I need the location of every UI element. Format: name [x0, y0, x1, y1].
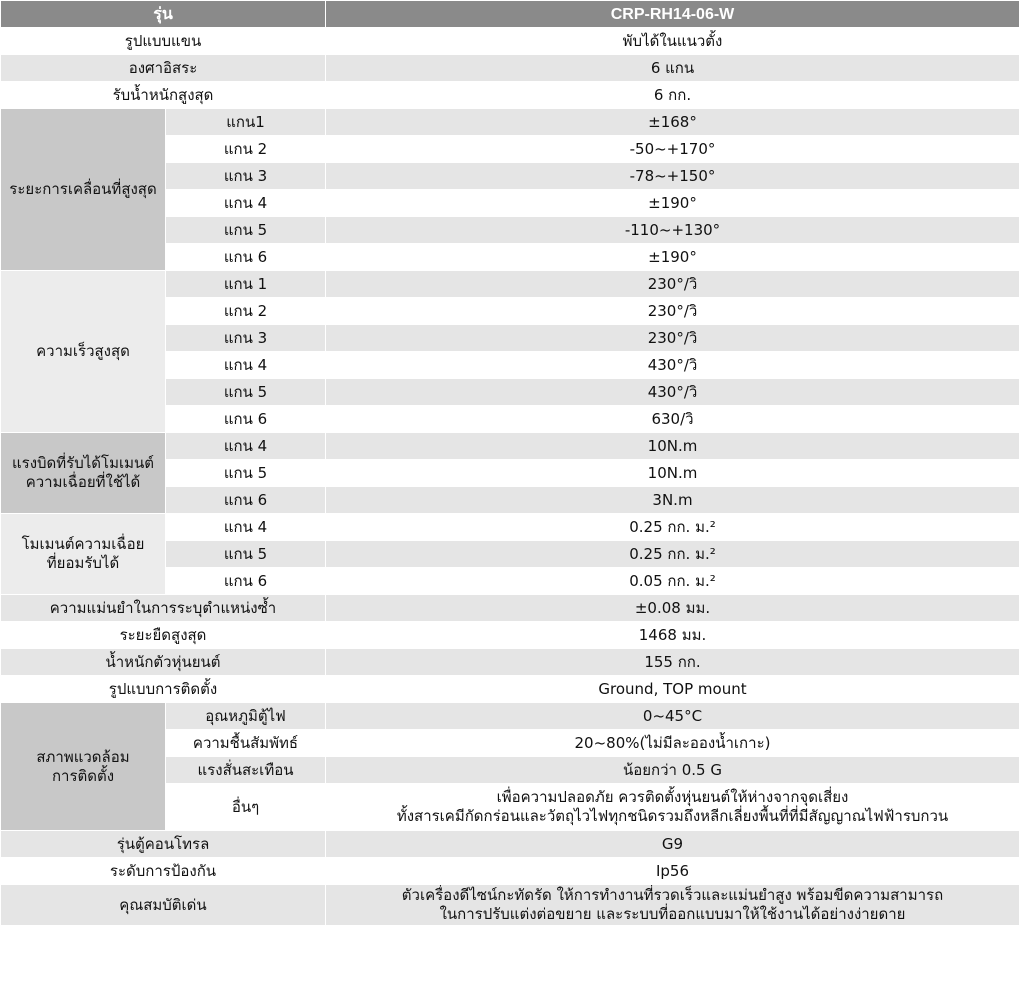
spec-label: ระยะยืดสูงสุด	[1, 622, 326, 649]
axis-label: แกน1	[166, 109, 326, 136]
env-other-line2: ทั้งสารเคมีกัดกร่อนและวัตถุไวไฟทุกชนิดรวมถึงหลีกเลี่ยงพื้นที่ที่มีสัญญาณไฟฟ้ารบกวน	[396, 807, 949, 825]
axis-value: 0.25 กก. ม.²	[326, 514, 1019, 541]
inertia-group-label	[1, 514, 166, 595]
axis-value: 10N.m	[326, 433, 1019, 460]
table-row	[1, 676, 1019, 703]
axis-label: แกน 6	[166, 568, 326, 595]
spec-value: G9	[326, 831, 1019, 858]
inertia-group-line1: โมเมนต์ความเฉื่อย	[21, 535, 145, 553]
env-value: 20~80%(ไม่มีละอองน้ำเกาะ)	[326, 730, 1019, 757]
spec-label: ความแม่นยำในการระบุตำแหน่งซ้ำ	[1, 595, 326, 622]
features-value	[326, 885, 1019, 926]
axis-label: แกน 6	[166, 244, 326, 271]
axis-label: แกน 5	[166, 217, 326, 244]
axis-label: แกน 2	[166, 298, 326, 325]
axis-value: ±168°	[326, 109, 1019, 136]
spec-label: น้ำหนักตัวหุ่นยนต์	[1, 649, 326, 676]
axis-value: 230°/วิ	[326, 325, 1019, 352]
env-label: อื่นๆ	[166, 784, 326, 831]
table-row	[1, 514, 1019, 541]
table-row	[1, 271, 1019, 298]
spec-label: ระดับการป้องกัน	[1, 858, 326, 885]
axis-value: -78~+150°	[326, 163, 1019, 190]
env-other-line1: เพื่อความปลอดภัย ควรติดตั้งหุ่นยนต์ให้ห่างจากจุดเสี่ยง	[496, 788, 849, 806]
spec-label: รุ่นตู้คอนโทรล	[1, 831, 326, 858]
axis-value: -110~+130°	[326, 217, 1019, 244]
axis-value: -50~+170°	[326, 136, 1019, 163]
table-row	[1, 649, 1019, 676]
env-group-line1: สภาพแวดล้อม	[36, 747, 130, 766]
axis-label: แกน 4	[166, 433, 326, 460]
env-group-label	[1, 703, 166, 831]
spec-value: ±0.08 มม.	[326, 595, 1019, 622]
axis-label: แกน 2	[166, 136, 326, 163]
table-row	[1, 55, 1019, 82]
axis-value: 230°/วิ	[326, 271, 1019, 298]
axis-value: 430°/วิ	[326, 352, 1019, 379]
env-label: อุณหภูมิตู้ไฟ	[166, 703, 326, 730]
features-label: คุณสมบัติเด่น	[1, 885, 326, 926]
inertia-group-line2: ที่ยอมรับได้	[46, 554, 120, 572]
axis-value: 10N.m	[326, 460, 1019, 487]
torque-group-line1: แรงบิดที่รับได้โมเมนต์	[11, 454, 155, 472]
spec-value: 1468 มม.	[326, 622, 1019, 649]
axis-label: แกน 6	[166, 406, 326, 433]
table-row	[1, 28, 1019, 55]
header-row	[1, 1, 1019, 28]
table-row	[1, 109, 1019, 136]
axis-label: แกน 5	[166, 541, 326, 568]
axis-label: แกน 5	[166, 379, 326, 406]
axis-value: ±190°	[326, 190, 1019, 217]
spec-value: 6 แกน	[326, 55, 1019, 82]
spec-value: 6 กก.	[326, 82, 1019, 109]
axis-label: แกน 3	[166, 325, 326, 352]
axis-label: แกน 5	[166, 460, 326, 487]
table-row	[1, 831, 1019, 858]
spec-value: Ip56	[326, 858, 1019, 885]
env-value: น้อยกว่า 0.5 G	[326, 757, 1019, 784]
torque-group-label	[1, 433, 166, 514]
env-value: 0~45°C	[326, 703, 1019, 730]
features-line1: ตัวเครื่องดีไซน์กะทัดรัด ให้การทำงานที่รวดเร็วและแม่นยำสูง พร้อมขีดความสามารถ	[401, 886, 944, 904]
env-label: ความชื้นสัมพัทธ์	[166, 730, 326, 757]
axis-value: 430°/วิ	[326, 379, 1019, 406]
model-label: รุ่น	[1, 1, 326, 28]
model-value: CRP-RH14-06-W	[326, 1, 1019, 28]
speed-group-label: ความเร็วสูงสุด	[1, 271, 166, 433]
axis-value: 0.25 กก. ม.²	[326, 541, 1019, 568]
spec-value: พับได้ในแนวตั้ง	[326, 28, 1019, 55]
spec-label: รับน้ำหนักสูงสุด	[1, 82, 326, 109]
axis-value: 0.05 กก. ม.²	[326, 568, 1019, 595]
table-row	[1, 433, 1019, 460]
table-row	[1, 703, 1019, 730]
features-line2: ในการปรับแต่งต่อขยาย และระบบที่ออกแบบมาให้ใช้งานได้อย่างง่ายดาย	[439, 905, 906, 923]
env-group-line2: การติดตั้ง	[51, 766, 115, 785]
axis-label: แกน 4	[166, 190, 326, 217]
axis-value: 230°/วิ	[326, 298, 1019, 325]
axis-label: แกน 3	[166, 163, 326, 190]
spec-value: Ground, TOP mount	[326, 676, 1019, 703]
table-row	[1, 595, 1019, 622]
spec-value: 155 กก.	[326, 649, 1019, 676]
axis-value: 630/วิ	[326, 406, 1019, 433]
axis-value: ±190°	[326, 244, 1019, 271]
axis-label: แกน 6	[166, 487, 326, 514]
table-row	[1, 885, 1019, 926]
table-row	[1, 858, 1019, 885]
axis-label: แกน 4	[166, 514, 326, 541]
axis-value: 3N.m	[326, 487, 1019, 514]
torque-group-line2: ความเฉื่อยที่ใช้ได้	[25, 473, 141, 491]
axis-label: แกน 1	[166, 271, 326, 298]
axis-label: แกน 4	[166, 352, 326, 379]
env-label: แรงสั่นสะเทือน	[166, 757, 326, 784]
spec-label: องศาอิสระ	[1, 55, 326, 82]
table-row	[1, 622, 1019, 649]
env-value	[326, 784, 1019, 831]
spec-label: รูปแบบการติดตั้ง	[1, 676, 326, 703]
table-row	[1, 82, 1019, 109]
range-group-label: ระยะการเคลื่อนที่สูงสุด	[1, 109, 166, 271]
spec-label: รูปแบบแขน	[1, 28, 326, 55]
